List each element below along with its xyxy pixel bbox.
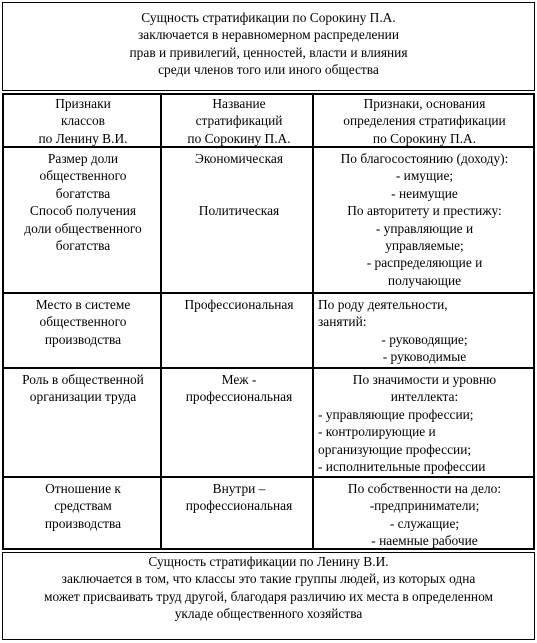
cell-line: общественного xyxy=(39,314,127,330)
cell-line: производства xyxy=(44,331,122,347)
row-divider xyxy=(4,367,533,369)
header-cell-sorokin-criteria xyxy=(316,95,533,147)
cell-line: стратификаций xyxy=(195,113,283,129)
cell-line: по Сорокину П.А. xyxy=(187,130,291,146)
cell-line: Экономическая xyxy=(195,151,283,166)
cell-line: интеллекта: xyxy=(390,389,459,405)
cell-line: По собственности на дело: xyxy=(347,481,502,496)
stratification-table xyxy=(2,93,535,550)
cell-line: - руководимые xyxy=(382,349,467,365)
cell-line: занятий: xyxy=(318,314,367,330)
cell-line: профессиональная xyxy=(185,498,293,514)
cell-line: определения стратификации xyxy=(343,113,506,129)
row4-criteria-cell xyxy=(316,480,533,550)
row3-criteria-cell xyxy=(316,371,533,475)
cell-line: По благосостоянию (доходу): xyxy=(340,151,509,166)
row2-lenin-feature-cell xyxy=(4,296,162,348)
cell-line: По авторитету и престижу: xyxy=(347,203,502,219)
lenin-definition-line: укладе общественного хозяйства xyxy=(174,606,363,622)
lenin-definition-line: заключается в том, что классы это такие группы людей, из которых одна xyxy=(61,571,476,587)
header-cell-lenin-class-features xyxy=(4,95,162,147)
sorokin-definition-line: прав и привилегий, ценностей, власти и влияния xyxy=(129,44,408,60)
cell-line: по Ленину В.И. xyxy=(38,130,128,146)
row1-stratification-name-cell xyxy=(164,150,314,220)
row1-criteria-cell xyxy=(316,150,533,289)
cell-line: Название xyxy=(212,96,266,111)
row-divider xyxy=(4,292,533,294)
cell-line: Меж - xyxy=(221,372,257,387)
cell-line: Политическая xyxy=(198,203,280,219)
cell-line: организующие профессии; xyxy=(318,441,472,457)
lenin-definition-line: Сущность стратификации по Ленину В.И. xyxy=(148,554,389,569)
row2-criteria-cell xyxy=(316,296,533,366)
cell-line: - управляющие и xyxy=(375,220,474,236)
cell-line: богатства xyxy=(55,238,111,254)
cell-line: получающие xyxy=(387,272,462,288)
cell-line: - руководящие; xyxy=(381,331,468,347)
cell-line: Место в системе xyxy=(35,297,131,312)
cell-line xyxy=(164,185,314,202)
cell-line: - управляющие профессии; xyxy=(318,406,474,422)
cell-line: Внутри – xyxy=(212,481,266,496)
cell-line: Роль в общественной xyxy=(22,372,144,387)
cell-line: По значимости и уровню xyxy=(352,372,497,387)
cell-line: - имущие; xyxy=(395,168,454,184)
cell-line: общественного xyxy=(39,168,127,184)
cell-line: Способ получения xyxy=(29,203,137,219)
cell-line: организации труда xyxy=(29,389,137,405)
cell-line: - наемные рабочие xyxy=(371,533,478,549)
cell-line: Профессиональная xyxy=(184,297,294,312)
row-divider xyxy=(4,476,533,478)
cell-line: управляемые; xyxy=(385,238,464,254)
cell-line xyxy=(164,167,314,184)
sorokin-definition-line: среди членов того или иного общества xyxy=(158,62,379,78)
cell-line: Размер доли xyxy=(47,151,119,166)
row4-stratification-name-cell xyxy=(164,480,314,515)
cell-line: - распределяющие и xyxy=(366,255,483,271)
lenin-definition-line: может присваивать труд другой, благодаря различию их места в определенном xyxy=(43,588,493,604)
row3-lenin-feature-cell xyxy=(4,371,162,406)
cell-line: Признаки, основания xyxy=(363,96,486,111)
cell-line: богатства xyxy=(55,185,111,201)
header-cell-sorokin-stratification-names xyxy=(164,95,314,147)
sorokin-definition-line: заключается в неравномерном распределении xyxy=(138,27,399,43)
cell-line: По роду деятельности, xyxy=(318,297,448,312)
cell-line: - контролирующие и xyxy=(318,424,436,440)
cell-line: - неимущие xyxy=(391,185,458,201)
cell-line: средствам xyxy=(54,498,112,514)
cell-line: Признаки xyxy=(55,96,111,111)
row2-stratification-name-cell xyxy=(164,296,314,313)
cell-line: - служащие; xyxy=(389,515,460,531)
row3-stratification-name-cell xyxy=(164,371,314,406)
row4-lenin-feature-cell xyxy=(4,480,162,532)
cell-line: - исполнительные профессии xyxy=(318,459,486,475)
cell-line: доли общественного xyxy=(24,220,142,236)
cell-line: -предприниматели; xyxy=(369,498,480,514)
cell-line: по Сорокину П.А. xyxy=(372,130,477,146)
cell-line: Отношение к xyxy=(45,481,121,496)
row1-lenin-feature-cell xyxy=(4,150,162,254)
cell-line: производства xyxy=(44,515,122,531)
sorokin-definition-line: Сущность стратификации по Сорокину П.А. xyxy=(141,10,396,25)
cell-line: классов xyxy=(60,113,106,129)
lenin-definition-box xyxy=(2,552,535,640)
cell-line: профессиональная xyxy=(185,389,293,405)
sorokin-definition-box xyxy=(2,2,535,91)
